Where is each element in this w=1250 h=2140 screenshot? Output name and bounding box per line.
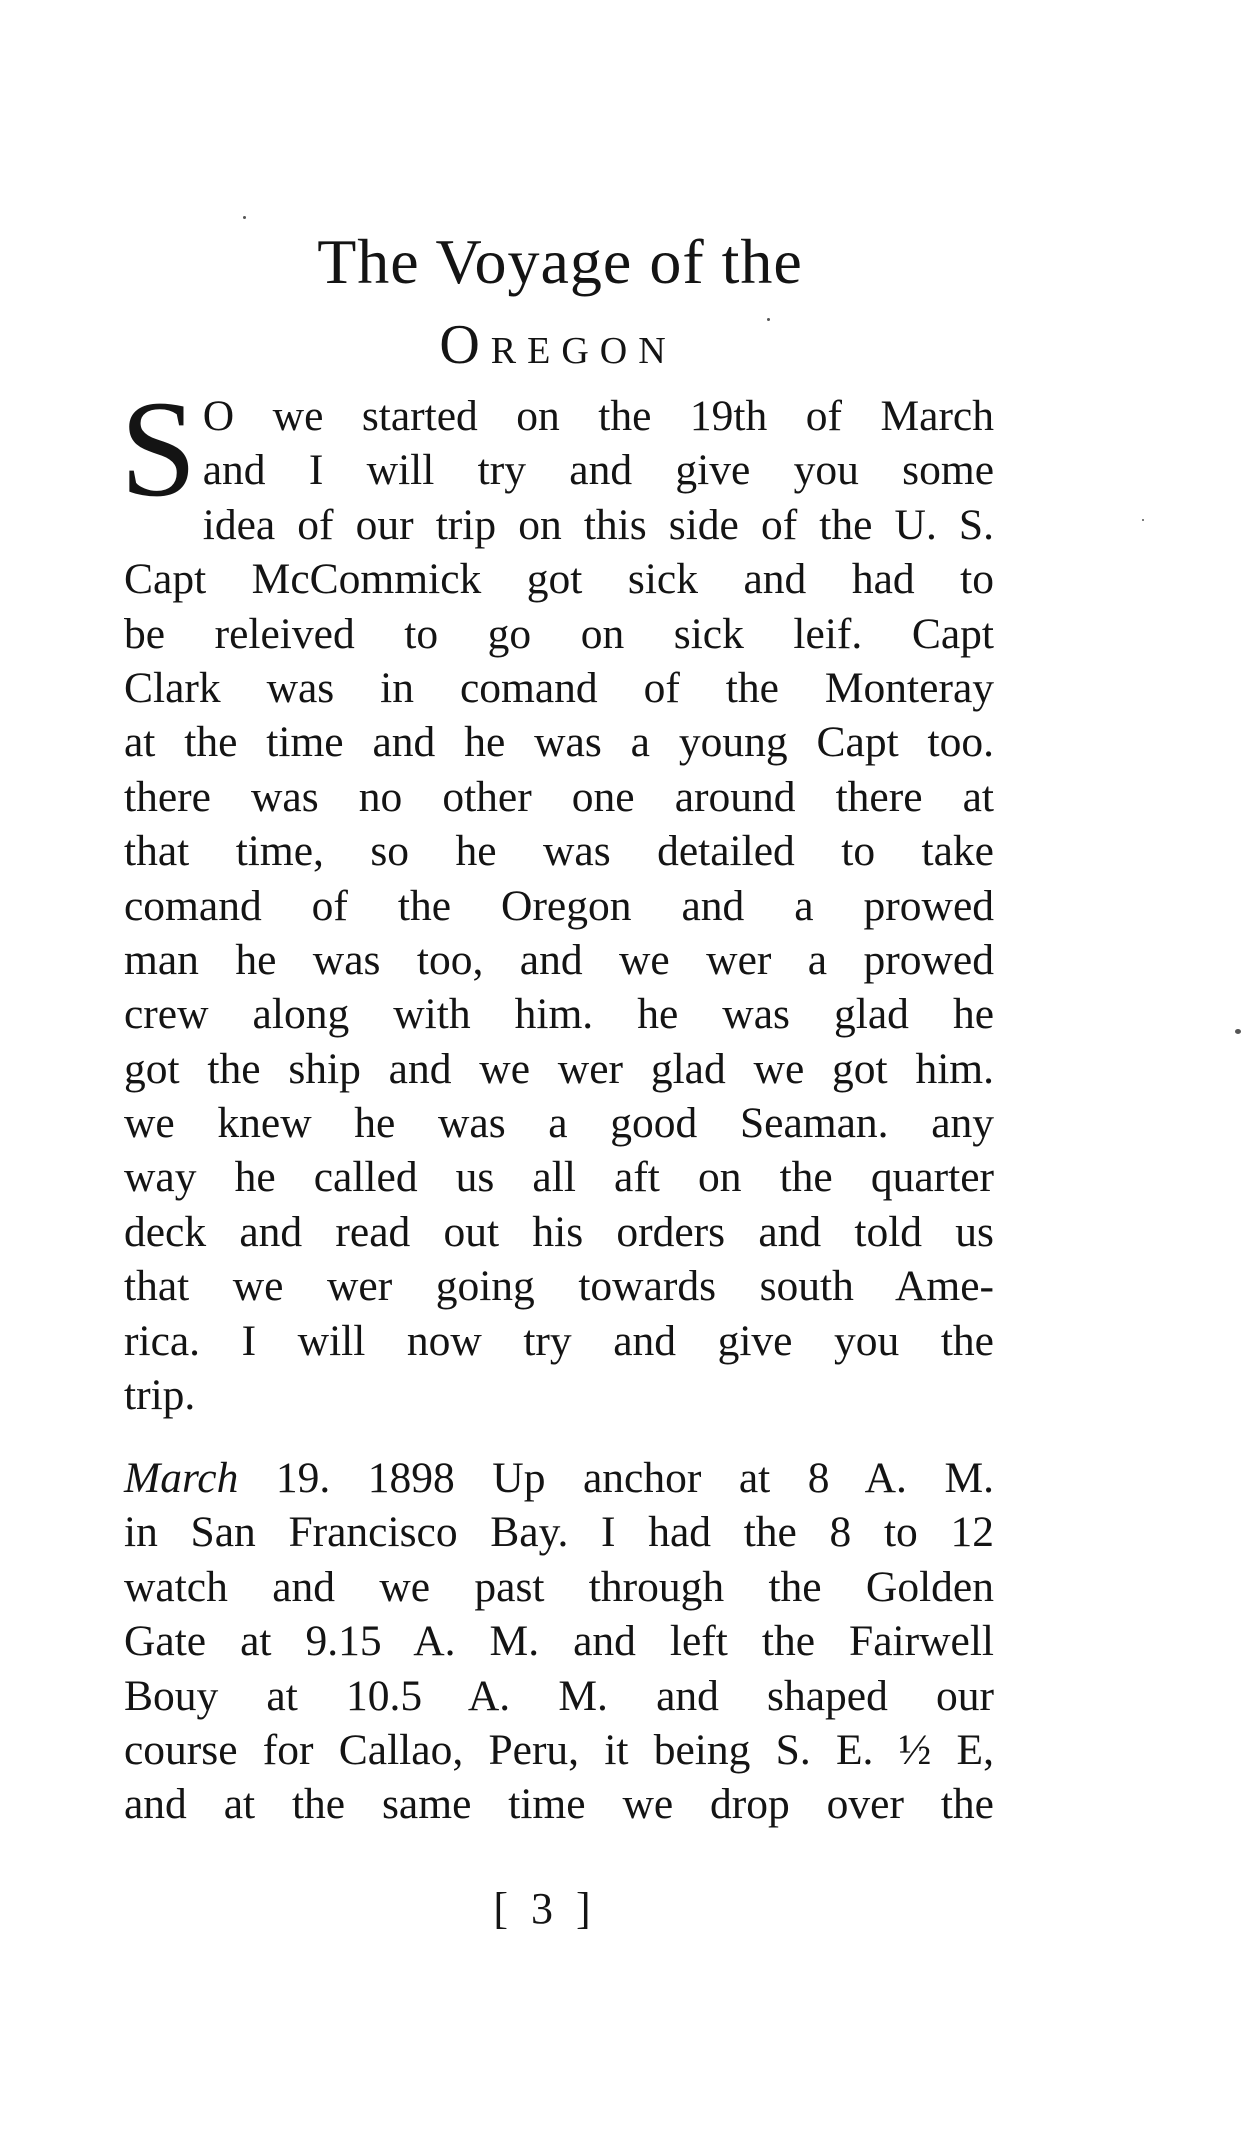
- text-line: rica. I will now try and give you the: [124, 1316, 994, 1365]
- scan-speck: [767, 318, 770, 321]
- text-line: course for Callao, Peru, it being S. E. ½ E,: [124, 1725, 994, 1774]
- text-line: way he called us all aft on the quarter: [124, 1153, 994, 1202]
- ship-name-rest: REGON: [490, 330, 677, 372]
- text-line: and at the same time we drop over the: [124, 1780, 994, 1829]
- chapter-title: The Voyage of the: [317, 226, 803, 297]
- scan-speck: [243, 216, 246, 219]
- text-line: Gate at 9.15 A. M. and left the Fairwell: [124, 1617, 994, 1666]
- ship-name-initial: O: [439, 314, 491, 376]
- text-line: and I will try and give you some: [202, 446, 994, 495]
- text-line: trip.: [124, 1371, 196, 1420]
- date-label: March: [124, 1454, 239, 1502]
- text-line: be releived to go on sick leif. Capt: [124, 609, 994, 658]
- date-line-rest: 19. 1898 Up anchor at 8 A. M.: [275, 1454, 995, 1502]
- drop-cap: S: [120, 372, 197, 525]
- text-line: got the ship and we wer glad we got him.: [124, 1044, 994, 1093]
- paragraph-2: [124, 1451, 994, 1832]
- text-line: deck and read out his orders and told us: [124, 1207, 994, 1256]
- scan-speck: [1235, 1029, 1241, 1034]
- text-line: that time, so he was detailed to take: [124, 827, 994, 876]
- text-line: [124, 1451, 994, 1505]
- page-number: [ 3 ]: [493, 1884, 597, 1933]
- text-line: man he was too, and we wer a prowed: [124, 935, 994, 984]
- text-line: crew along with him. he was glad he: [124, 990, 994, 1039]
- text-line: Bouy at 10.5 A. M. and shaped our: [124, 1671, 994, 1720]
- text-line: that we wer going towards south Ame-: [124, 1262, 994, 1311]
- text-line: idea of our trip on this side of the U. S.: [202, 500, 994, 549]
- text-line: we knew he was a good Seaman. any: [124, 1099, 994, 1148]
- text-line: watch and we past through the Golden: [124, 1562, 994, 1611]
- text-line: Clark was in comand of the Monteray: [124, 663, 994, 712]
- text-line: O we started on the 19th of March: [202, 392, 994, 440]
- scan-speck: [1142, 519, 1144, 521]
- text-line: comand of the Oregon and a prowed: [124, 881, 994, 930]
- text-line: in San Francisco Bay. I had the 8 to 12: [124, 1508, 994, 1557]
- text-line: at the time and he was a young Capt too.: [124, 718, 994, 767]
- text-line: Capt McCommick got sick and had to: [124, 555, 994, 604]
- paragraph-1: [120, 372, 994, 1422]
- text-line: there was no other one around there at: [124, 772, 994, 821]
